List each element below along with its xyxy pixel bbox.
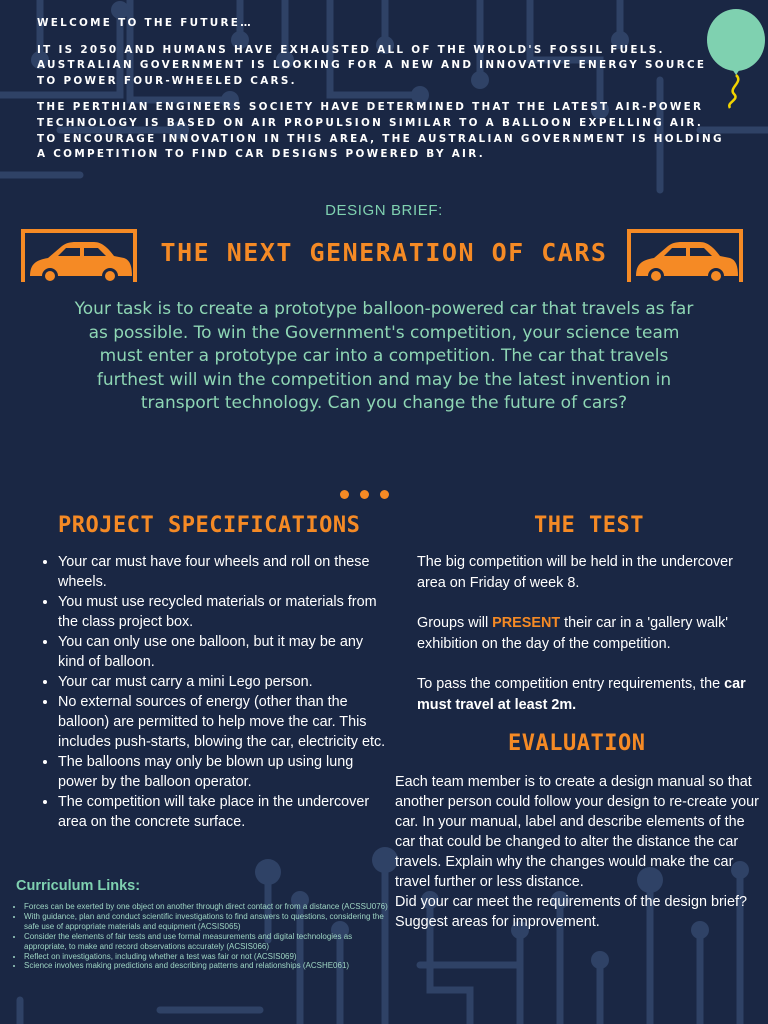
list-item: • Consider the elements of fair tests and use formal measurements and digital technologies as appropriate, to make and record observations accurately (ACSIS066) — [24, 932, 396, 952]
list-item: • You can only use one balloon, but it may be any kind of balloon. — [58, 632, 393, 672]
list-item: • Your car must have four wheels and roll on these wheels. — [58, 552, 393, 592]
curriculum-list — [12, 902, 396, 971]
test-paragraph-1: The big competition will be held in the undercover area on Friday of week 8. — [417, 554, 733, 591]
list-item: • The balloons may only be blown up using lung power by the balloon operator. — [58, 752, 393, 792]
test-p2-end: their car in a 'gallery walk' exhibition on the day of the competition. — [417, 615, 729, 652]
intro-paragraph-1: IT IS 2050 AND HUMANS HAVE EXHAUSTED ALL OF THE WROLD'S FOSSIL FUELS. AUSTRALIAN GOVERNMENT IS LOOKING FOR A NEW AND INNOVATIVE ENERGY SOURCE TO POWER FOUR-WHEELED CARS. — [37, 43, 707, 87]
divider-dots — [340, 486, 400, 496]
task-description: Your task is to create a prototype balloon-powered car that travels as far as possible. To win the Government's competition, your science team must enter a prototype car into a competition. The car that travels furthest will win the competition and may be the latest invention in transport technology. Can you change the future of cars? — [74, 299, 694, 414]
car-icon — [626, 228, 744, 284]
balloon-icon — [700, 6, 768, 110]
test-p2-start: Groups will — [417, 615, 493, 631]
evaluation-paragraph-2: Did your car meet the requirements of the design brief? Suggest areas for improvement. — [395, 894, 747, 930]
curriculum-title: Curriculum Links: — [16, 878, 141, 894]
test-title: THE TEST — [534, 513, 644, 538]
evaluation-section — [395, 772, 760, 932]
present-highlight: PRESENT — [492, 615, 561, 631]
list-item: • You must use recycled materials or materials from the class project box. — [58, 592, 393, 632]
dot-icon — [360, 490, 369, 499]
car-icon — [20, 228, 138, 284]
list-item: • Forces can be exerted by one object on another through direct contact or from a distance (ACSSU076) — [24, 902, 396, 912]
evaluation-title: EVALUATION — [508, 731, 646, 756]
list-item: • Your car must carry a mini Lego person. — [58, 672, 393, 692]
list-item: • Science involves making predictions and describing patterns and relationships (ACSHE061) — [24, 961, 396, 971]
test-p3-start: To pass the competition entry requirements, the — [417, 676, 725, 692]
dot-icon — [380, 490, 389, 499]
page-title: THE NEXT GENERATION OF CARS — [160, 238, 608, 267]
test-section — [417, 552, 757, 735]
test-paragraph-3 — [417, 674, 757, 715]
intro-welcome: WELCOME TO THE FUTURE… — [37, 17, 253, 29]
intro-paragraph-2: THE PERTHIAN ENGINEERS SOCIETY HAVE DETERMINED THAT THE LATEST AIR-POWER TECHNOLOGY IS BASED ON AIR PROPULSION SIMILAR TO A BALLOON EXPELLING AIR. TO ENCOURAGE INNOVATION IN THIS AREA, THE AUSTRALIAN GOVERNMENT IS HOLDING A COMPETITION TO FIND CAR DESIGNS POWERED BY AIR. — [37, 101, 724, 161]
specifications-title: PROJECT SPECIFICATIONS — [58, 513, 361, 538]
intro-text — [37, 16, 727, 174]
list-item: • With guidance, plan and conduct scientific investigations to find answers to questions, considering the safe use of appropriate materials and equipment (ACSIS065) — [24, 912, 396, 932]
distance-requirement: car must travel at least 2m. — [417, 676, 746, 713]
specifications-list — [40, 552, 393, 832]
design-brief-label: DESIGN BRIEF: — [325, 202, 443, 219]
list-item: • The competition will take place in the undercover area on the concrete surface. — [58, 792, 393, 832]
list-item: • Reflect on investigations, including whether a test was fair or not (ACSIS069) — [24, 952, 396, 962]
list-item: • No external sources of energy (other than the balloon) are permitted to help move the car. This includes push-starts, blowing the car, electricity etc. — [58, 692, 393, 752]
evaluation-paragraph-1: Each team member is to create a design manual so that another person could follow your design to re-create your car. In your manual, label and describe elements of the car that could be changed to alter the distance the car travels. Explain why the changes would make the car travel further or less distance. — [395, 774, 759, 890]
test-paragraph-2 — [417, 613, 757, 654]
dot-icon — [340, 490, 349, 499]
